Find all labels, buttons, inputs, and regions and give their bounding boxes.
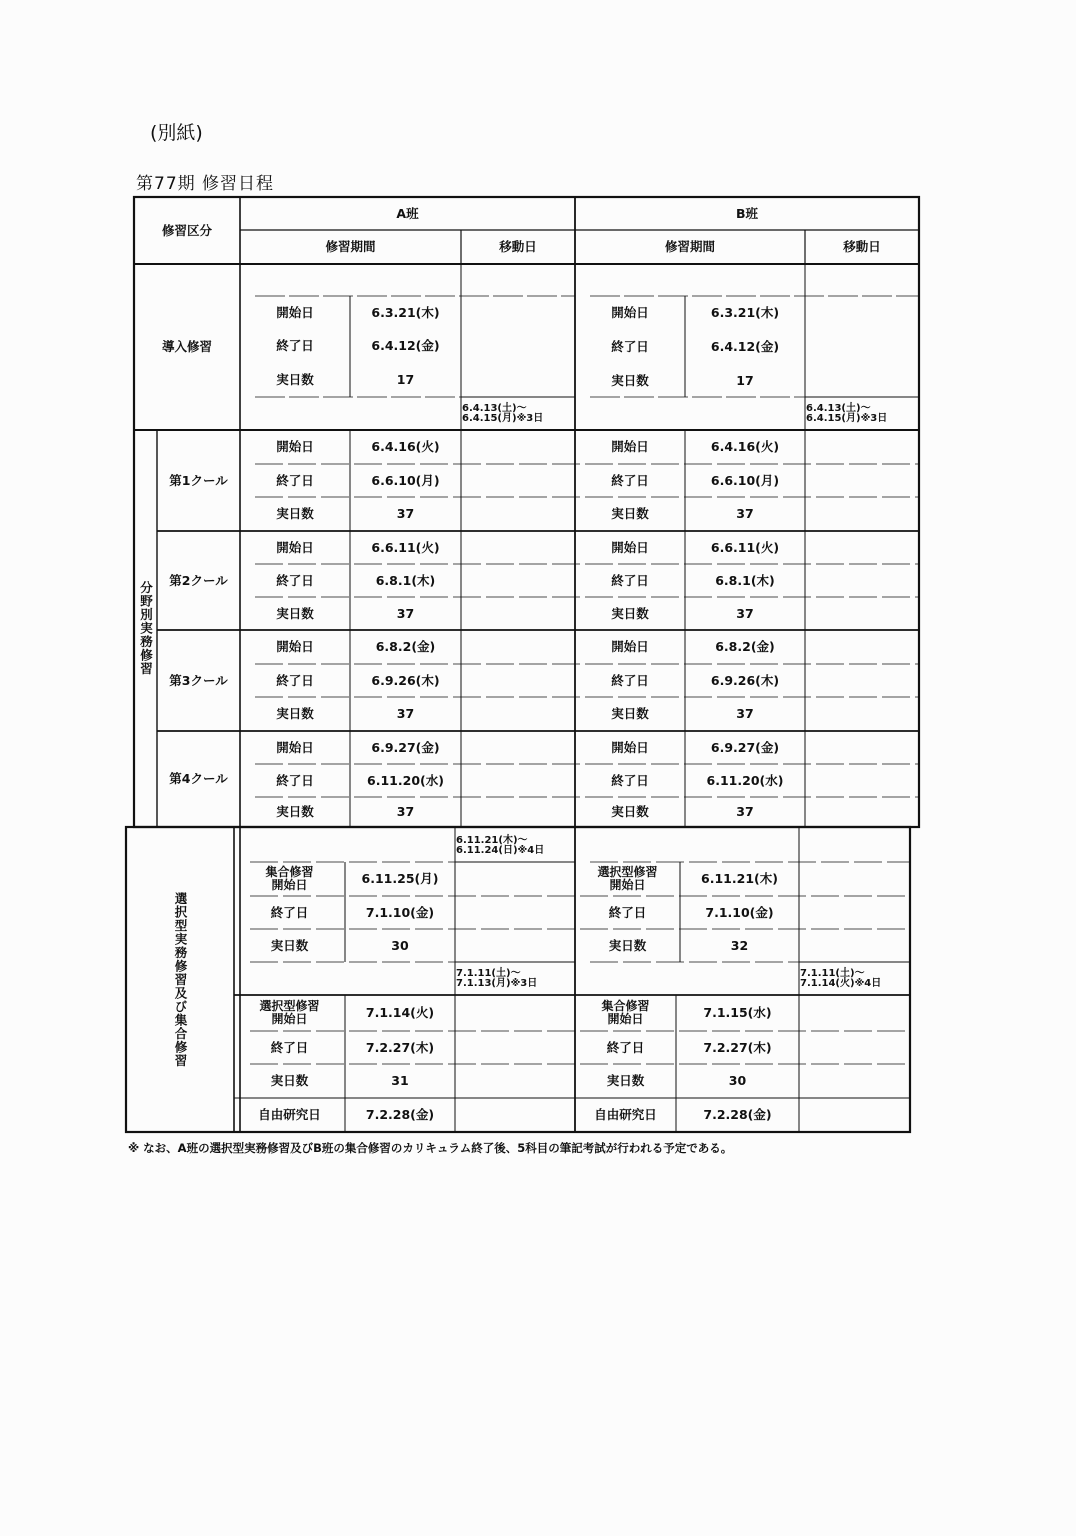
selective-a2-end: 7.2.27(木) <box>365 1039 435 1055</box>
intro-a-end-label: 終了日 <box>276 338 314 354</box>
selective-b1-label <box>575 862 680 896</box>
cool-3-b-days-label: 実日数 <box>611 706 649 722</box>
selective-a1-end: 7.1.10(金) <box>365 904 435 920</box>
cool-2-b-start-label: 開始日 <box>611 539 649 555</box>
selective-a2-free: 7.2.28(金) <box>365 1107 435 1123</box>
header-group-a: A班 <box>396 205 419 221</box>
header-group-b: B班 <box>735 205 759 221</box>
selective-a2-days-label: 実日数 <box>270 1073 309 1089</box>
cool-3-a-days-label: 実日数 <box>276 706 314 722</box>
cool-3-a-end-label: 終了日 <box>276 672 314 688</box>
selective-b2-days: 30 <box>728 1073 747 1089</box>
cool-4-b-start: 6.9.27(金) <box>710 739 780 755</box>
cool-4-a-end-label: 終了日 <box>276 772 314 788</box>
selective-a1-label <box>234 862 345 896</box>
selective-a2-label <box>234 995 345 1031</box>
intro-a-days-label: 実日数 <box>276 372 314 388</box>
cool-2-a-start: 6.6.11(火) <box>371 539 440 555</box>
selective-a1-days: 30 <box>391 937 409 953</box>
header-a-period: 修習期間 <box>325 239 376 255</box>
cool-4-a-start-label: 開始日 <box>276 739 314 755</box>
selective-a-move1 <box>456 830 574 862</box>
intro-a-move-line2: 6.4.15(月)※3日 <box>462 413 544 424</box>
cool-2-b-days-label: 実日数 <box>611 605 649 621</box>
selective-a-move1-line2: 6.11.24(日)※4日 <box>456 845 545 856</box>
intro-a-start: 6.3.21(木) <box>371 304 440 320</box>
header-b-period: 修習期間 <box>664 239 715 255</box>
header-b-move: 移動日 <box>843 239 881 255</box>
cool-3-label: 第3クール <box>169 672 228 688</box>
selective-b1-end-label: 終了日 <box>608 904 647 920</box>
selective-b-move2-line2: 7.1.14(火)※4日 <box>800 978 882 989</box>
selective-b2-label <box>575 995 676 1031</box>
cool-4-label: 第4クール <box>169 771 228 787</box>
cool-2-label: 第2クール <box>169 572 228 588</box>
selective-b1-start: 6.11.21(木) <box>701 871 778 887</box>
intro-b-days: 17 <box>736 373 754 389</box>
footnote: ※ なお、A班の選択型実務修習及びB班の集合修習のカリキュラム終了後、5科目の筆記考試が行われる予定である。 <box>128 1141 733 1155</box>
cool-1-b-end: 6.6.10(月) <box>710 472 780 488</box>
selective-b2-end: 7.2.27(木) <box>703 1039 772 1055</box>
cool-3-a-start-label: 開始日 <box>276 639 314 655</box>
selective-a2-start: 7.1.14(火) <box>365 1005 435 1021</box>
intro-a-end: 6.4.12(金) <box>371 338 440 354</box>
header-a-move: 移動日 <box>499 239 537 255</box>
cool-2-a-start-label: 開始日 <box>276 539 314 555</box>
selective-a-move2-line1: 7.1.11(土)〜 <box>456 967 521 979</box>
cool-2-a-end: 6.8.1(木) <box>375 572 436 588</box>
cool-1-b-start-label: 開始日 <box>611 439 649 455</box>
cool-2-b-end: 6.8.1(木) <box>715 572 775 588</box>
cool-2-b-start: 6.6.11(火) <box>710 539 780 555</box>
selective-a2-label1: 選択型修習 <box>259 999 320 1014</box>
selective-a-move1-line1: 6.11.21(木)〜 <box>456 834 528 846</box>
cool-3-a-start: 6.8.2(金) <box>375 639 436 655</box>
selective-a2-days: 31 <box>391 1073 409 1089</box>
cool-1-b-days-label: 実日数 <box>611 506 649 522</box>
cool-2-b-end-label: 終了日 <box>611 572 649 588</box>
cool-1-a-end: 6.6.10(月) <box>371 472 440 488</box>
intro-b-days-label: 実日数 <box>611 373 649 389</box>
selective-a-move2-line2: 7.1.13(月)※3日 <box>456 978 538 989</box>
intro-b-move-line2: 6.4.15(月)※3日 <box>806 413 888 424</box>
selective-a1-label1: 集合修習 <box>265 865 314 880</box>
intro-b-start: 6.3.21(木) <box>710 305 780 321</box>
cool-4-b-start-label: 開始日 <box>611 739 649 755</box>
selective-a1-start: 6.11.25(月) <box>361 871 439 887</box>
intro-b-start-label: 開始日 <box>611 305 649 321</box>
cool-2-a-days: 37 <box>396 605 415 621</box>
cool-3-b-start: 6.8.2(金) <box>715 639 775 655</box>
cool-1-label: 第1クール <box>169 472 228 488</box>
selective-b2-end-label: 終了日 <box>606 1039 645 1055</box>
cool-4-b-days-label: 実日数 <box>611 804 649 820</box>
selective-b2-label1: 集合修習 <box>601 999 650 1014</box>
intro-b-move <box>806 398 918 430</box>
intro-a-move-line1: 6.4.13(土)〜 <box>462 402 527 414</box>
cool-1-b-days: 37 <box>736 506 754 522</box>
cool-1-b-start: 6.4.16(火) <box>710 439 780 455</box>
selective-b-move2-line1: 7.1.11(土)〜 <box>800 967 865 979</box>
cool-1-a-start: 6.4.16(火) <box>371 439 440 455</box>
selective-b1-days-label: 実日数 <box>608 937 647 953</box>
cool-3-b-end: 6.9.26(木) <box>710 672 780 688</box>
header-category: 修習区分 <box>161 222 212 238</box>
cool-3-a-days: 37 <box>396 706 415 722</box>
cool-1-a-days-label: 実日数 <box>276 506 314 522</box>
cool-3-b-days: 37 <box>736 706 754 722</box>
cool-4-b-end-label: 終了日 <box>611 772 649 788</box>
cool-4-b-days: 37 <box>736 804 754 820</box>
annex-label: (別紙) <box>150 122 203 144</box>
intro-a-days: 17 <box>396 372 415 388</box>
selective-section-label: 選択型実務修習及び集合修習 <box>173 892 188 1068</box>
cool-1-b-end-label: 終了日 <box>611 472 649 488</box>
cool-1-a-end-label: 終了日 <box>276 472 314 488</box>
selective-b1-days: 32 <box>730 937 749 953</box>
selective-b2-days-label: 実日数 <box>606 1073 645 1089</box>
page-title: 第77期 修習日程 <box>136 174 275 194</box>
selective-a-move2 <box>456 963 574 995</box>
selective-b2-label2: 開始日 <box>607 1012 644 1026</box>
selective-b1-label1: 選択型修習 <box>597 865 658 880</box>
cool-4-a-start: 6.9.27(金) <box>371 739 440 755</box>
cool-2-a-days-label: 実日数 <box>276 605 314 621</box>
intro-b-end-label: 終了日 <box>611 339 649 355</box>
selective-a1-days-label: 実日数 <box>270 937 309 953</box>
selective-b2-free-label: 自由研究日 <box>594 1107 657 1123</box>
selective-b1-end: 7.1.10(金) <box>705 904 774 920</box>
cool-4-a-days-label: 実日数 <box>276 804 314 820</box>
selective-b2-start: 7.1.15(水) <box>703 1005 772 1021</box>
cool-3-b-start-label: 開始日 <box>611 639 649 655</box>
intro-b-move-line1: 6.4.13(土)〜 <box>806 402 871 414</box>
cool-1-a-start-label: 開始日 <box>276 439 314 455</box>
selective-a1-end-label: 終了日 <box>270 904 309 920</box>
selective-b2-free: 7.2.28(金) <box>703 1107 772 1123</box>
intro-b-end: 6.4.12(金) <box>710 339 780 355</box>
intro-a-move <box>462 398 574 430</box>
selective-b-move2 <box>800 963 909 995</box>
intro-a-start-label: 開始日 <box>276 304 314 320</box>
selective-a2-free-label: 自由研究日 <box>258 1107 321 1123</box>
field-section-label: 分野別実務修習 <box>138 581 154 676</box>
cool-4-a-end: 6.11.20(水) <box>367 772 444 788</box>
selective-a1-label2: 開始日 <box>271 878 308 892</box>
cool-1-a-days: 37 <box>396 506 415 522</box>
cool-2-b-days: 37 <box>736 605 754 621</box>
cool-3-b-end-label: 終了日 <box>611 672 649 688</box>
selective-b1-label2: 開始日 <box>609 878 646 892</box>
cool-2-a-end-label: 終了日 <box>276 572 314 588</box>
cool-4-a-days: 37 <box>396 804 415 820</box>
selective-a2-label2: 開始日 <box>271 1012 308 1026</box>
intro-section-label: 導入修習 <box>161 339 212 355</box>
cool-3-a-end: 6.9.26(木) <box>371 672 440 688</box>
selective-a2-end-label: 終了日 <box>270 1039 309 1055</box>
cool-4-b-end: 6.11.20(水) <box>706 772 784 788</box>
